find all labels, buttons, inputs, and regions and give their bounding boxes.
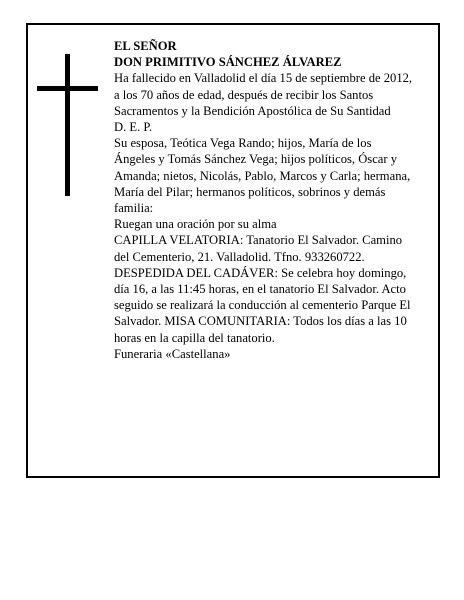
- title-line-1: EL SEÑOR: [114, 39, 177, 53]
- cross-vertical-bar: [65, 54, 70, 196]
- funeral-home: Funeraria «Castellana»: [114, 346, 231, 361]
- obituary-text: [114, 38, 414, 362]
- farewell-info: DESPEDIDA DEL CADÁVER: Se celebra hoy domingo, día 16, a las 11:45 horas, en el tanatorio El Salvador. Acto seguido se realizará la conducción al cementerio Parque El Salvador. MISA COMUNITARIA: Todos los días a las 10 horas en la capilla del tanatorio.: [114, 265, 411, 345]
- deceased-name: DON PRIMITIVO SÁNCHEZ ÁLVAREZ: [114, 55, 342, 70]
- chapel-info: CAPILLA VELATORIA: Tanatorio El Salvador. Camino del Cementerio, 21. Valladolid. Tfno. 933260722.: [114, 233, 403, 264]
- dep-line: D. E. P.: [114, 120, 153, 135]
- cross-horizontal-bar: [37, 86, 98, 91]
- family-list: Su esposa, Teótica Vega Rando; hijos, María de los Ángeles y Tomás Sánchez Vega; hijos políticos, Óscar y Amanda; nietos, Nicolás, Pablo, Marcos y Carla; hermana, María del Pilar; hermanos políticos, sobrinos y demás familia:: [114, 136, 411, 216]
- death-info: Ha fallecido en Valladolid el día 15 de septiembre de 2012, a los 70 años de edad, después de recibir los Santos Sacramentos y la Bendición Apostólica de Su Santidad: [114, 71, 413, 118]
- prayer-request: Ruegan una oración por su alma: [114, 217, 277, 232]
